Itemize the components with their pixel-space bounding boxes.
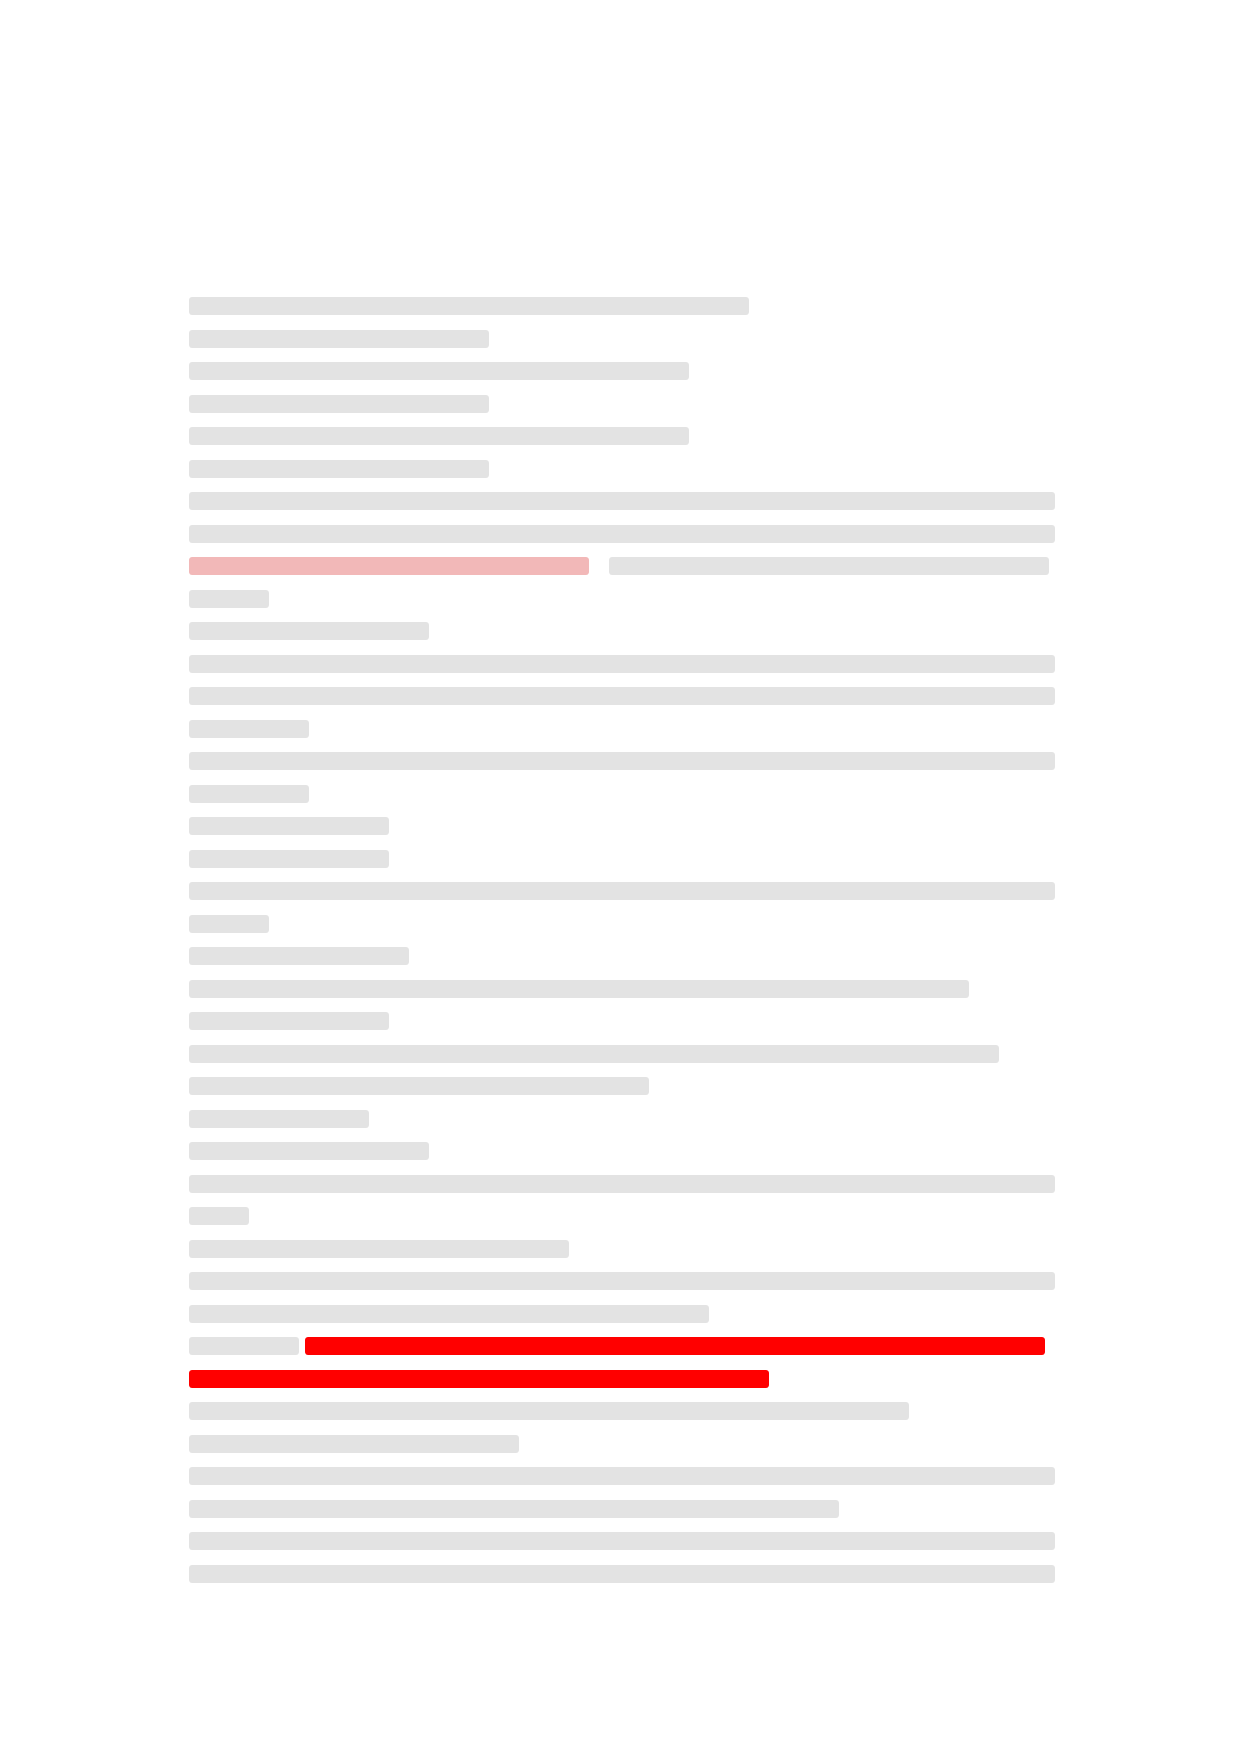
clause-line — [189, 1460, 1055, 1493]
clause-line — [189, 1038, 1055, 1071]
clause-line — [189, 1168, 1055, 1201]
clause-line — [189, 1525, 1055, 1558]
highlighted-clause-line — [189, 1363, 1055, 1396]
clause-line — [189, 1233, 1055, 1266]
clause-line — [189, 680, 1055, 713]
section-heading — [189, 810, 1055, 843]
party-a-line — [189, 290, 1055, 323]
clause-line — [189, 875, 1055, 908]
party-b-contact — [189, 388, 1055, 421]
party-c-line — [189, 420, 1055, 453]
clause-line — [189, 1005, 1055, 1038]
clause-line — [189, 778, 1055, 811]
clause-line — [189, 1395, 1055, 1428]
clause-line — [189, 1493, 1055, 1526]
party-c-contact — [189, 453, 1055, 486]
party-b-line — [189, 355, 1055, 388]
party-a-contact — [189, 323, 1055, 356]
clause-line — [189, 908, 1055, 941]
clause-line — [189, 1200, 1055, 1233]
document-body — [189, 290, 1055, 1590]
clause-line — [189, 1265, 1055, 1298]
preamble-line — [189, 583, 1055, 616]
preamble-line — [189, 550, 1055, 583]
clause-line — [189, 745, 1055, 778]
preamble-line — [189, 518, 1055, 551]
clause-line — [189, 713, 1055, 746]
section-heading — [189, 1103, 1055, 1136]
clause-line — [189, 648, 1055, 681]
clause-line — [189, 1298, 1055, 1331]
clause-line — [189, 1558, 1055, 1591]
clause-line — [189, 843, 1055, 876]
preamble-line — [189, 485, 1055, 518]
section-heading — [189, 1428, 1055, 1461]
section-heading — [189, 615, 1055, 648]
highlighted-clause-line — [189, 1330, 1055, 1363]
clause-line — [189, 1135, 1055, 1168]
clause-line — [189, 973, 1055, 1006]
clause-line — [189, 1070, 1055, 1103]
clause-line — [189, 940, 1055, 973]
